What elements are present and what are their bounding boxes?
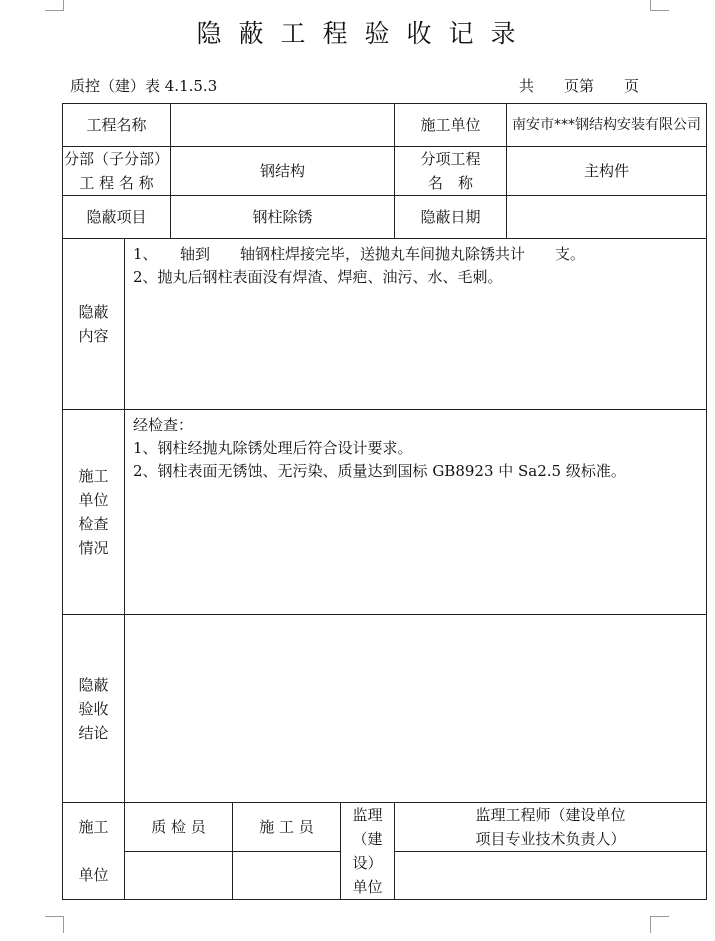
record-table bbox=[62, 103, 707, 900]
corner-mark-top-left bbox=[45, 0, 64, 11]
hidden-item-label: 隐蔽项目 bbox=[63, 196, 171, 239]
hidden-item-value[interactable]: 钢柱除锈 bbox=[171, 196, 395, 239]
conclusion-body[interactable] bbox=[125, 615, 707, 803]
signoff-contractor-label-line1: 施工 bbox=[78, 818, 109, 836]
conclusion-label-line1: 隐蔽 bbox=[78, 675, 109, 694]
supervisor-label bbox=[341, 803, 395, 900]
inspection-label-line2: 单位 bbox=[78, 491, 109, 509]
contractor-value[interactable]: 南安市***钢结构安装有限公司 bbox=[507, 104, 707, 147]
supervisor-label-line1: 监理 bbox=[352, 806, 383, 824]
hidden-date-value[interactable] bbox=[507, 196, 707, 239]
builder-label: 施 工 员 bbox=[233, 803, 341, 852]
document-title: 隐蔽工程验收记录 bbox=[196, 19, 533, 48]
subitem-label-line1: 分项工程 bbox=[420, 150, 481, 168]
division-label-line2: 工 程 名 称 bbox=[79, 174, 154, 192]
row-hidden-content bbox=[63, 239, 707, 410]
conclusion-label-line3: 结论 bbox=[78, 723, 109, 742]
supervisor-label-line2: （建 bbox=[352, 830, 383, 848]
project-name-value[interactable] bbox=[171, 104, 395, 147]
division-label-line1: 分部（子分部） bbox=[63, 150, 169, 168]
row-project bbox=[63, 104, 707, 147]
hidden-content-label-line2: 内容 bbox=[78, 327, 109, 345]
supervisor-label-line4: 单位 bbox=[352, 878, 383, 896]
hidden-content-label-line1: 隐蔽 bbox=[78, 303, 109, 321]
form-code: 质控（建）表 4.1.5.3 bbox=[70, 77, 218, 95]
page-info: 共 页第 页 bbox=[518, 77, 639, 95]
inspection-label-line4: 情况 bbox=[78, 539, 109, 557]
engineer-signature[interactable] bbox=[395, 852, 707, 900]
inspection-label-line1: 施工 bbox=[78, 467, 109, 485]
row-inspection bbox=[63, 410, 707, 615]
row-hidden-item bbox=[63, 196, 707, 239]
inspector-label: 质 检 员 bbox=[125, 803, 233, 852]
signoff-contractor-label bbox=[63, 803, 125, 900]
engineer-label bbox=[395, 803, 707, 852]
row-conclusion bbox=[63, 615, 707, 803]
hidden-date-label: 隐蔽日期 bbox=[395, 196, 507, 239]
engineer-label-line1: 监理工程师（建设单位 bbox=[475, 806, 626, 824]
inspection-label bbox=[63, 410, 125, 615]
hidden-content-body[interactable] bbox=[125, 239, 707, 410]
inspection-line: 1、钢柱经抛丸除锈处理后符合设计要求。 bbox=[133, 439, 413, 457]
corner-mark-bottom-right bbox=[650, 916, 669, 933]
hidden-content-label bbox=[63, 239, 125, 410]
contractor-label: 施工单位 bbox=[395, 104, 507, 147]
row-signoff-top bbox=[63, 803, 707, 852]
subitem-value[interactable]: 主构件 bbox=[507, 147, 707, 196]
inspection-label-line3: 检查 bbox=[78, 515, 109, 533]
inspector-signature[interactable] bbox=[125, 852, 233, 900]
signoff-contractor-label-line2: 单位 bbox=[78, 866, 109, 884]
hidden-content-line: 2、抛丸后钢柱表面没有焊渣、焊疤、油污、水、毛刺。 bbox=[133, 268, 503, 286]
corner-mark-top-right bbox=[650, 0, 669, 11]
builder-signature[interactable] bbox=[233, 852, 341, 900]
inspection-line: 经检查： bbox=[133, 416, 194, 434]
hidden-content-line: 1、 轴到 轴钢柱焊接完毕，送抛丸车间抛丸除锈共计 支。 bbox=[133, 245, 586, 263]
division-label bbox=[63, 147, 171, 196]
subitem-label bbox=[395, 147, 507, 196]
conclusion-label bbox=[63, 615, 125, 803]
corner-mark-bottom-left bbox=[45, 916, 64, 933]
engineer-label-line2: 项目专业技术负责人） bbox=[475, 830, 626, 848]
supervisor-label-line3: 设） bbox=[352, 854, 383, 872]
division-value[interactable]: 钢结构 bbox=[171, 147, 395, 196]
inspection-body[interactable] bbox=[125, 410, 707, 615]
inspection-line: 2、钢柱表面无锈蚀、无污染、质量达到国标 GB8923 中 Sa2.5 级标准。 bbox=[133, 462, 626, 480]
project-name-label: 工程名称 bbox=[63, 104, 171, 147]
conclusion-label-line2: 验收 bbox=[78, 699, 109, 718]
subitem-label-line2: 名 称 bbox=[427, 174, 473, 192]
row-division bbox=[63, 147, 707, 196]
